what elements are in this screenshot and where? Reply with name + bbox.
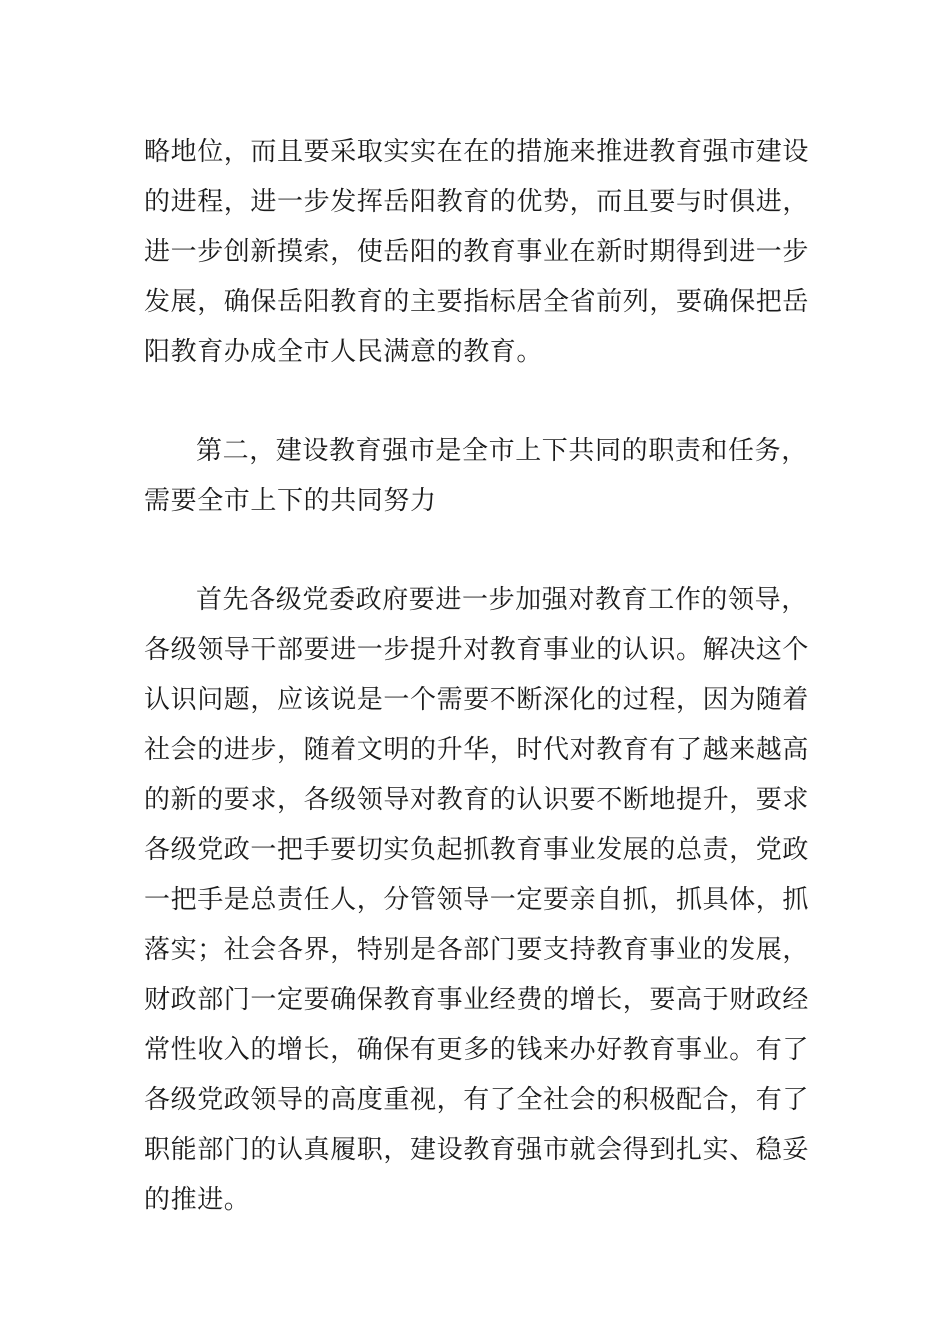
text-line: 各级领导干部要进一步提升对教育事业的认识。解决这个 <box>144 635 810 665</box>
text-line: 认识问题，应该说是一个需要不断深化的过程，因为随着 <box>144 685 810 715</box>
text-line: 的推进。 <box>144 1185 251 1215</box>
text-line: 各级党政一把手要切实负起抓教育事业发展的总责，党政 <box>144 835 810 865</box>
text-line: 首先各级党委政府要进一步加强对教育工作的领导， <box>196 585 808 615</box>
text-line: 发展，确保岳阳教育的主要指标居全省前列，要确保把岳 <box>144 287 810 317</box>
text-line: 社会的进步，随着文明的升华，时代对教育有了越来越高 <box>144 735 810 765</box>
text-line: 职能部门的认真履职，建设教育强市就会得到扎实、稳妥 <box>144 1135 810 1165</box>
text-line: 略地位，而且要采取实实在在的措施来推进教育强市建设 <box>144 137 810 167</box>
text-line: 的新的要求，各级领导对教育的认识要不断地提升，要求 <box>144 785 810 815</box>
text-line: 进一步创新摸索，使岳阳的教育事业在新时期得到进一步 <box>144 237 810 267</box>
text-line: 第二，建设教育强市是全市上下共同的职责和任务， <box>196 436 808 466</box>
text-line: 财政部门一定要确保教育事业经费的增长，要高于财政经 <box>144 985 810 1015</box>
text-line: 各级党政领导的高度重视，有了全社会的积极配合，有了 <box>144 1085 810 1115</box>
text-line: 需要全市上下的共同努力 <box>144 486 437 516</box>
text-line: 的进程，进一步发挥岳阳教育的优势，而且要与时俱进， <box>144 187 810 217</box>
text-line: 阳教育办成全市人民满意的教育。 <box>144 337 544 367</box>
text-line: 落实；社会各界，特别是各部门要支持教育事业的发展， <box>144 935 810 965</box>
text-line: 一把手是总责任人，分管领导一定要亲自抓，抓具体，抓 <box>144 885 810 915</box>
text-line: 常性收入的增长，确保有更多的钱来办好教育事业。有了 <box>144 1035 810 1065</box>
